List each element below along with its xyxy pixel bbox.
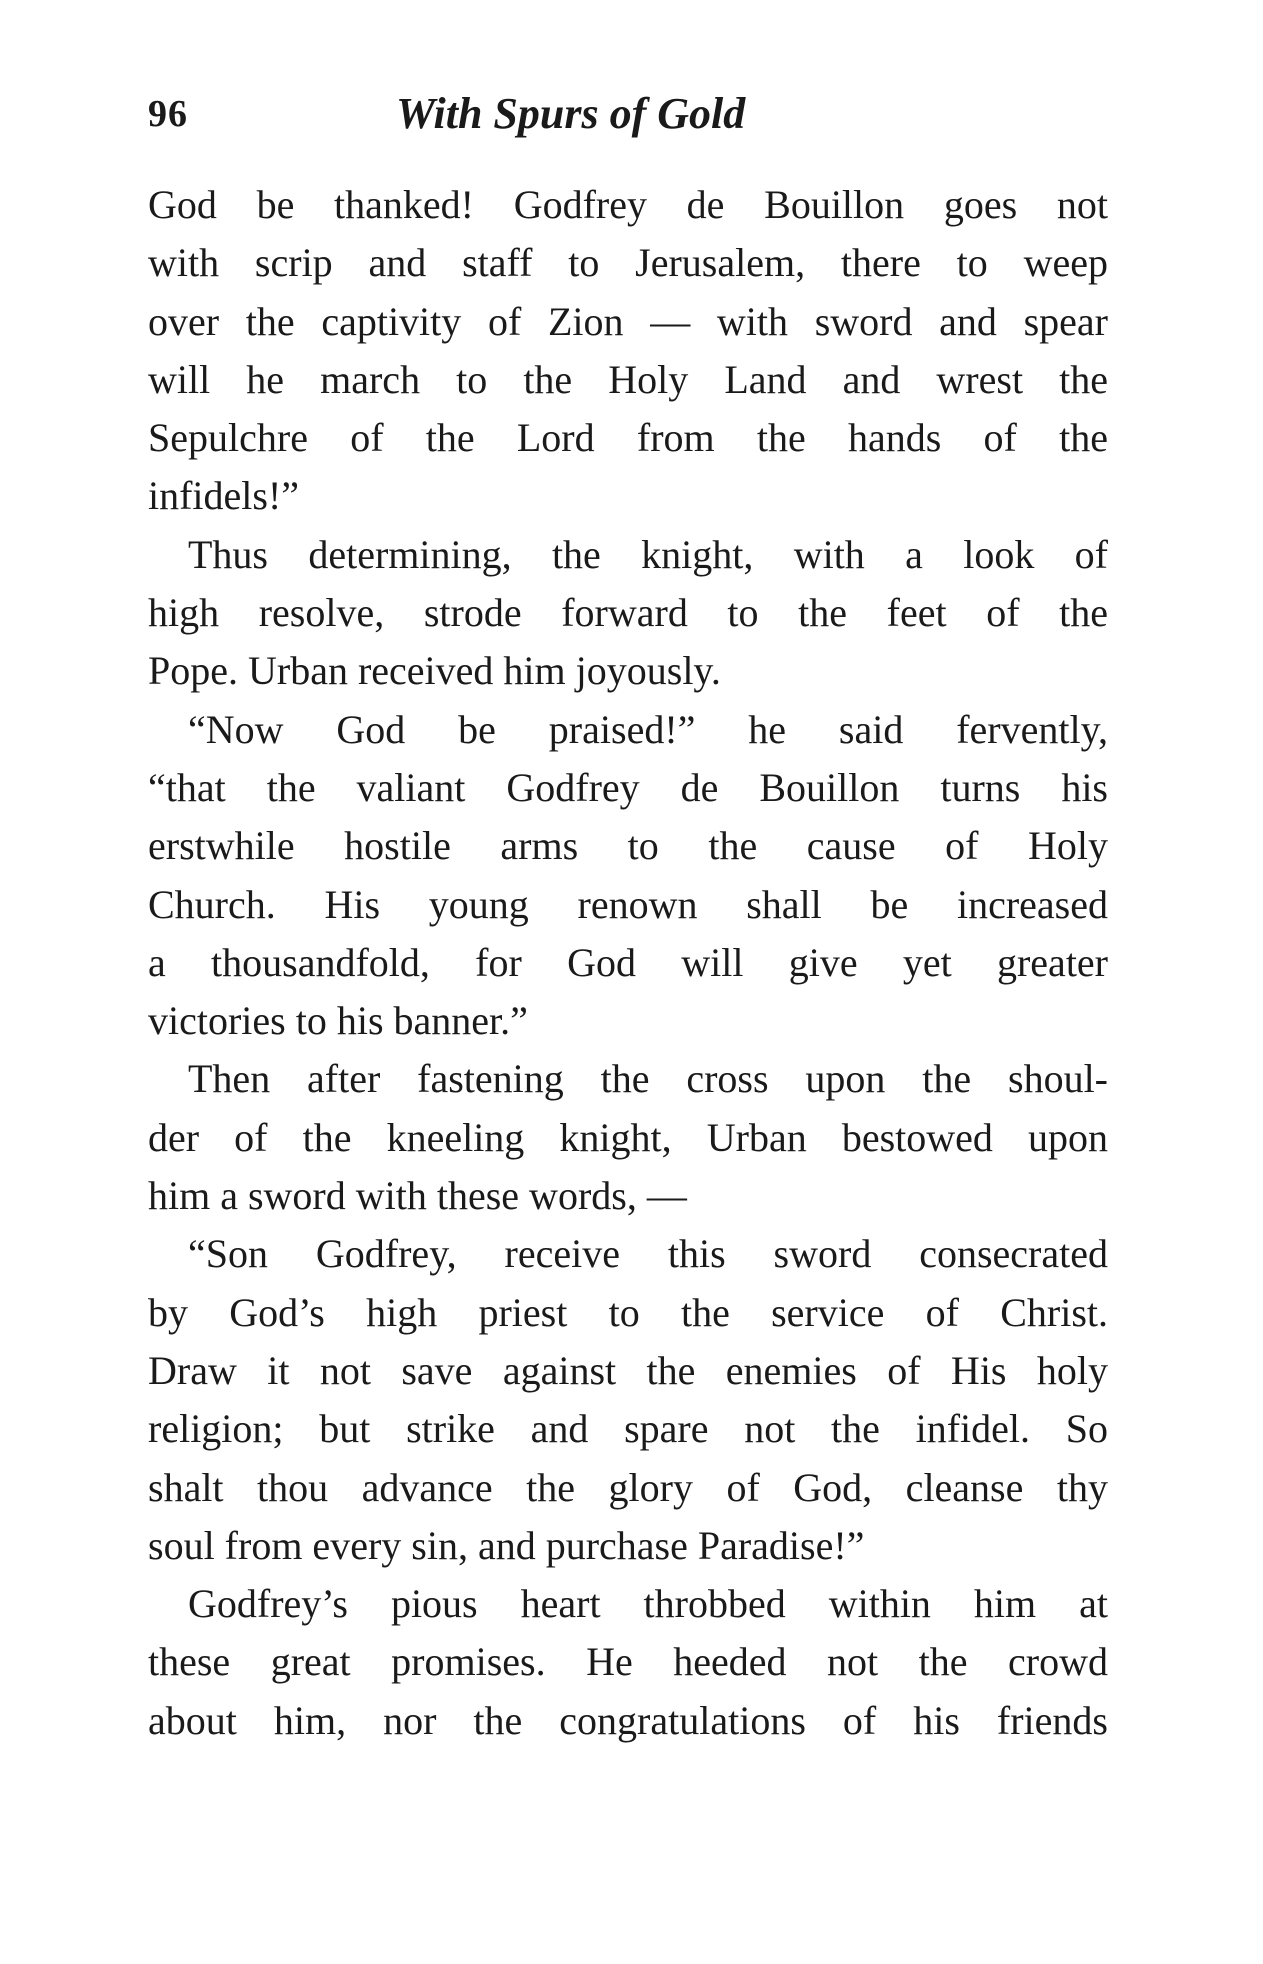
running-title: With Spurs of Gold <box>396 89 746 138</box>
page-number: 96 <box>148 93 188 135</box>
text-line: Draw it not save against the enemies of His holy <box>148 1347 1108 1393</box>
text-line: erstwhile hostile arms to the cause of Holy <box>148 823 1108 869</box>
text-line: him a sword with these words, — <box>148 1173 687 1219</box>
text-line: Pope. Urban received him joyously. <box>148 648 721 694</box>
body-text <box>148 176 1108 1750</box>
page-header <box>148 88 1108 148</box>
text-line: God be thanked! Godfrey de Bouillon goes not <box>148 182 1108 227</box>
text-line: “Now God be praised!” he said fervently, <box>188 706 1108 752</box>
text-line: shalt thou advance the glory of God, cleanse thy <box>148 1464 1108 1510</box>
text-line: over the captivity of Zion — with sword and spear <box>148 298 1108 344</box>
text-line: infidels!” <box>148 473 300 519</box>
text-line: by God’s high priest to the service of Christ. <box>148 1289 1108 1335</box>
text-line: religion; but strike and spare not the infidel. So <box>148 1406 1108 1452</box>
text-line: soul from every sin, and purchase Paradise!” <box>148 1522 865 1568</box>
text-line: Sepulchre of the Lord from the hands of the <box>148 415 1108 461</box>
text-line: a thousandfold, for God will give yet greater <box>148 939 1108 985</box>
text-line: victories to his banner.” <box>148 998 528 1044</box>
text-line: high resolve, strode forward to the feet of the <box>148 590 1108 636</box>
text-line: with scrip and staff to Jerusalem, there to weep <box>148 240 1108 286</box>
text-line: Godfrey’s pious heart throbbed within him at <box>188 1581 1108 1627</box>
text-line: Thus determining, the knight, with a look of <box>188 531 1108 577</box>
text-line: will he march to the Holy Land and wrest the <box>148 356 1108 402</box>
text-line: these great promises. He heeded not the crowd <box>148 1639 1108 1685</box>
text-line: about him, nor the congratulations of his friends <box>148 1697 1108 1743</box>
text-line: der of the kneeling knight, Urban bestowed upon <box>148 1114 1108 1160</box>
text-line: “that the valiant Godfrey de Bouillon turns his <box>148 764 1108 810</box>
text-line: Then after fastening the cross upon the shoul- <box>188 1056 1108 1102</box>
text-line: “Son Godfrey, receive this sword consecrated <box>188 1231 1108 1277</box>
text-line: Church. His young renown shall be increased <box>148 881 1108 927</box>
